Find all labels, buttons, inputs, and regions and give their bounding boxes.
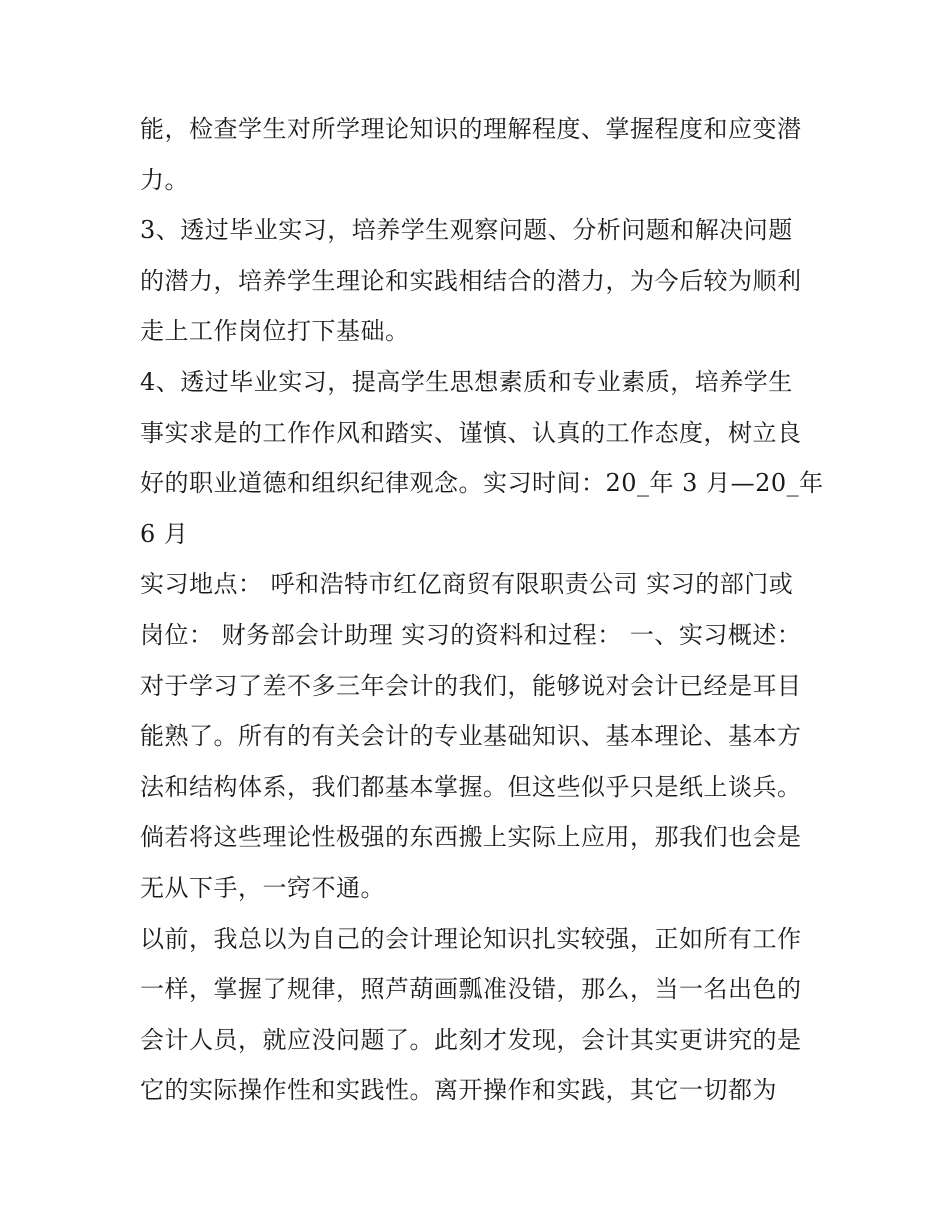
text-line: 6 月 — [140, 519, 189, 548]
document-body — [140, 104, 824, 1116]
text-line: 对于学习了差不多三年会计的我们，能够说对会计已经是耳目 — [140, 671, 802, 700]
text-line: 倘若将这些理论性极强的东西搬上实际上应用，那我们也会是 — [140, 823, 802, 852]
text-line: 它的实际操作性和实践性。离开操作和实践，其它一切都为 — [140, 1076, 777, 1105]
text-line: 走上工作岗位打下基础。 — [140, 317, 410, 346]
text-line: 事实求是的工作作风和踏实、谨慎、认真的工作态度，树立良 — [140, 418, 802, 447]
text-line: 会计人员，就应没问题了。此刻才发现，会计其实更讲究的是 — [140, 1025, 802, 1054]
text-line: 无从下手，一窍不通。 — [140, 873, 385, 902]
text-line: 3、透过毕业实习，培养学生观察问题、分析问题和解决问题 — [140, 216, 793, 245]
text-line: 好的职业道德和组织纪律观念。实习时间：20_年 3 月—20_年 — [140, 469, 824, 498]
text-line: 4、透过毕业实习，提高学生思想素质和专业素质，培养学生 — [140, 367, 793, 396]
text-line: 能熟了。所有的有关会计的专业基础知识、基本理论、基本方 — [140, 722, 802, 751]
text-line: 能，检查学生对所学理论知识的理解程度、掌握程度和应变潜 — [140, 115, 802, 143]
text-line: 的潜力，培养学生理论和实践相结合的潜力，为今后较为顺利 — [140, 266, 802, 295]
text-line: 岗位： 财务部会计助理 实习的资料和过程： 一、实习概述： — [140, 620, 802, 649]
text-line: 实习地点： 呼和浩特市红亿商贸有限职责公司 实习的部门或 — [140, 570, 794, 599]
text-line: 法和结构体系，我们都基本掌握。但这些似乎只是纸上谈兵。 — [140, 772, 802, 801]
text-line: 以前，我总以为自己的会计理论知识扎实较强，正如所有工作 — [140, 924, 802, 953]
text-line: 力。 — [140, 165, 189, 194]
text-line: 一样，掌握了规律，照芦葫画瓢准没错，那么，当一名出色的 — [140, 975, 802, 1004]
